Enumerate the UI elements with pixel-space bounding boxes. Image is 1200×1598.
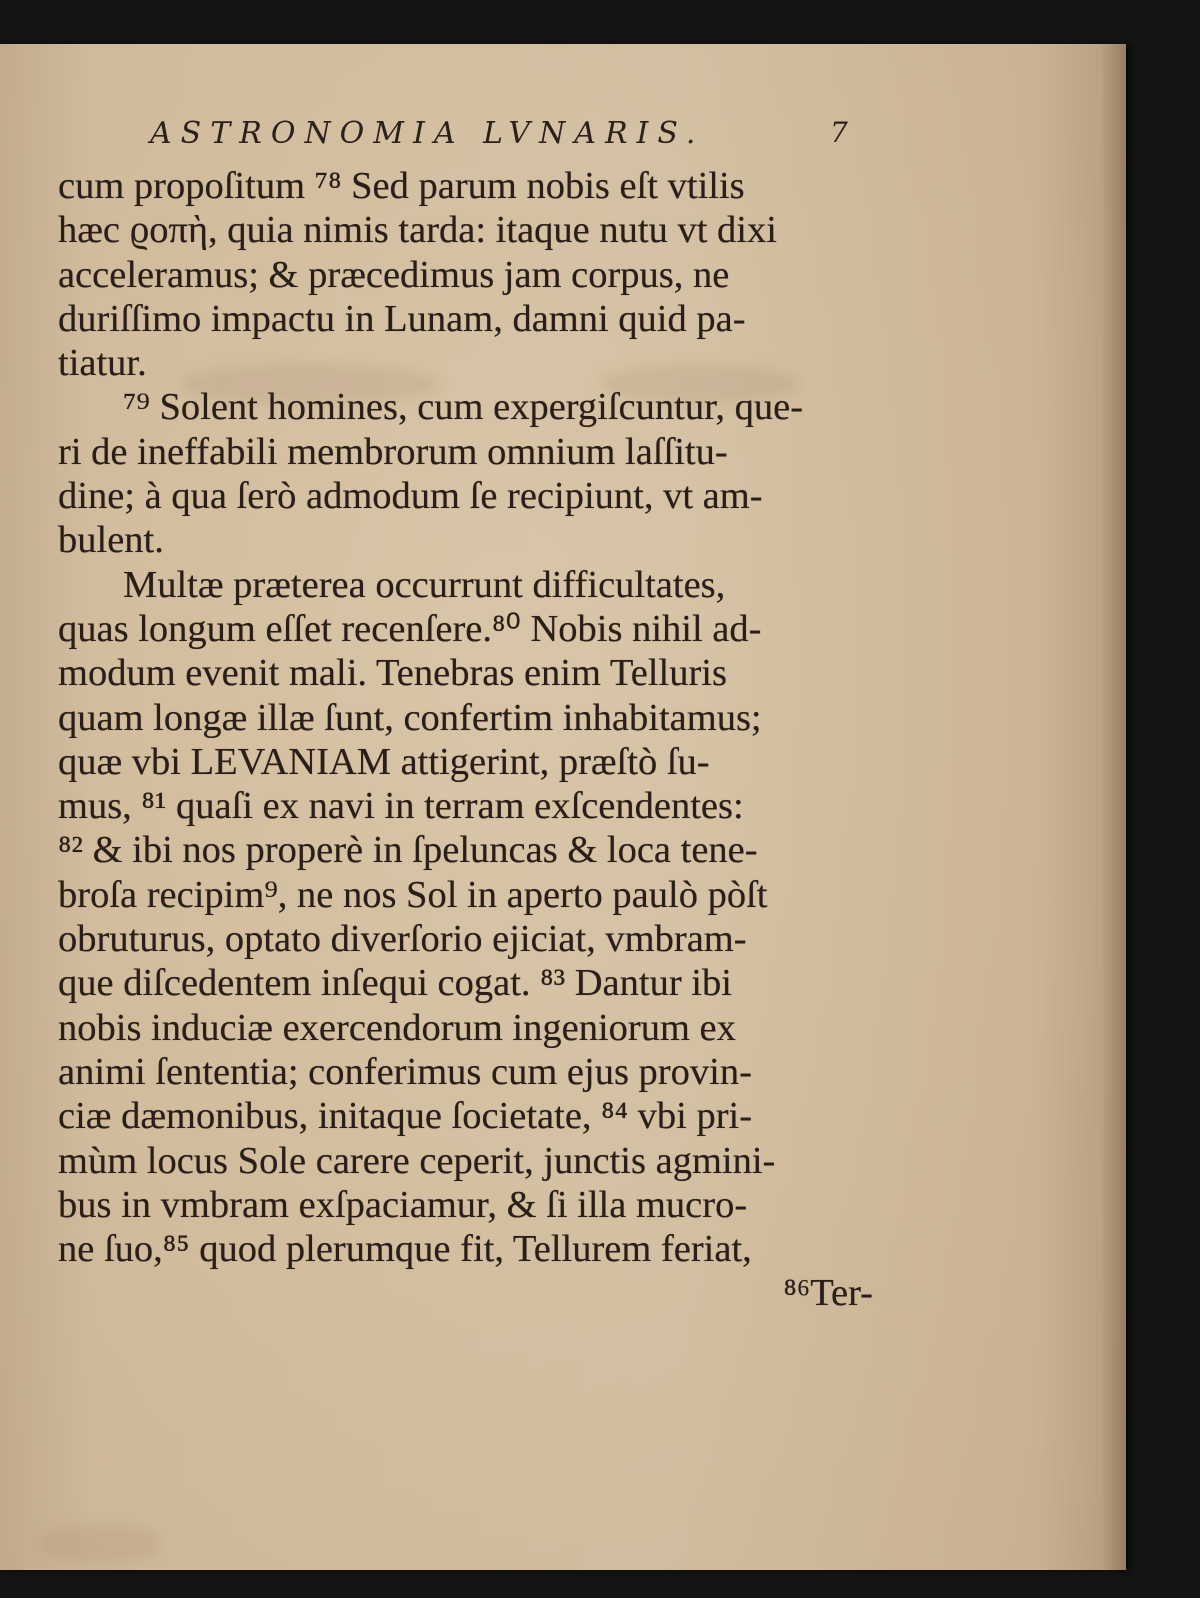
text-line: broſa recipim⁹, ne nos Sol in aperto paulò pòſt	[58, 873, 768, 916]
book-page	[0, 44, 1126, 1570]
text-line: mùm locus Sole carere ceperit, junctis agmini-	[58, 1139, 776, 1182]
text-line: nobis induciæ exercendorum ingeniorum ex	[58, 1006, 736, 1049]
text-line: cum propoſitum ⁷⁸ Sed parum nobis eſt vtilis	[58, 165, 745, 207]
running-head-title: ASTRONOMIA LVNARIS.	[150, 116, 705, 151]
text-line: quas longum eſſet recenſere.⁸⁰ Nobis nihil ad-	[58, 607, 762, 650]
text-line: quam longæ illæ ſunt, confertim inhabitamus;	[58, 696, 762, 739]
text-line: ne ſuo,⁸⁵ quod plerumque fit, Tellurem feriat,	[58, 1228, 752, 1271]
text-line: hæc ϱοπὴ, quia nimis tarda: itaque nutu vt dixi	[58, 209, 777, 252]
text-line: animi ſententia; conferimus cum ejus provin-	[58, 1050, 752, 1093]
text-line: tiatur.	[58, 342, 147, 385]
text-line: dine; à qua ſerò admodum ſe recipiunt, vt am-	[58, 475, 763, 518]
text-line: obruturus, optato diverſorio ejiciat, vmbram-	[58, 918, 747, 961]
text-line: duriſſimo impactu in Lunam, damni quid pa-	[58, 297, 746, 340]
text-line: que diſcedentem inſequi cogat. ⁸³ Dantur ibi	[58, 962, 732, 1005]
text-line: ⁷⁹ Solent homines, cum expergiſcuntur, que-	[123, 386, 804, 429]
page-number: 7	[830, 116, 848, 149]
text-line: bulent.	[58, 519, 164, 562]
text-line: Multæ præterea occurrunt difficultates,	[123, 563, 726, 606]
body-text	[58, 164, 873, 1316]
ink-bleed-smudge	[40, 1524, 160, 1564]
text-line: acceleramus; & præcedimus jam corpus, ne	[58, 253, 730, 296]
text-line: ri de ineffabili membrorum omnium laſſitu-	[58, 430, 728, 473]
text-line: ciæ dæmonibus, initaque ſocietate, ⁸⁴ vbi pri-	[58, 1095, 753, 1138]
catchword: ⁸⁶Ter-	[783, 1272, 873, 1315]
text-line: mus, ⁸¹ quaſi ex navi in terram exſcendentes:	[58, 785, 744, 828]
text-line: quæ vbi LEVANIAM attigerint, præſtò ſu-	[58, 740, 710, 783]
text-line: modum evenit mali. Tenebras enim Telluris	[58, 652, 727, 695]
text-line: bus in vmbram exſpaciamur, & ſi illa mucro-	[58, 1183, 748, 1226]
text-line: ⁸² & ibi nos properè in ſpeluncas & loca tene-	[58, 829, 758, 872]
